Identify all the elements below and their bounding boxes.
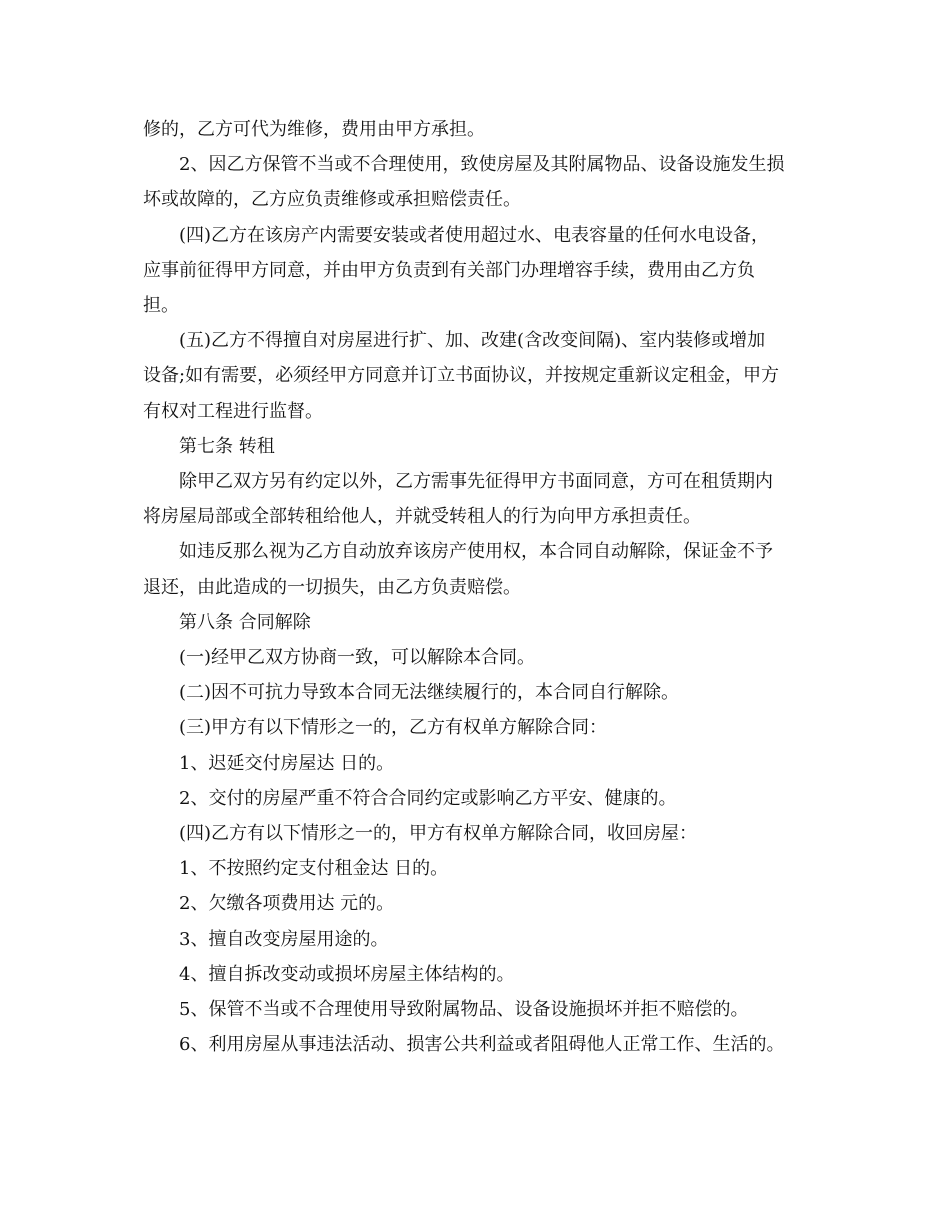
- paragraph-2-line-1: 应事前征得甲方同意，并由甲方负责到有关部门办理增容手续，费用由乙方负: [143, 259, 755, 281]
- paragraph-12-line-0: 2、交付的房屋严重不符合合同约定或影响乙方平安、健康的。: [179, 787, 677, 809]
- paragraph-14-line-0: 1、不按照约定支付租金达 日的。: [179, 858, 449, 880]
- paragraph-19-line-0: 6、利用房屋从事违法活动、损害公共利益或者阻碍他人正常工作、生活的。: [179, 1034, 785, 1056]
- paragraph-13-line-0: (四)乙方有以下情形之一的，甲方有权单方解除合同，收回房屋：: [179, 823, 698, 845]
- paragraph-11-line-0: 1、迟延交付房屋达 日的。: [179, 752, 395, 774]
- paragraph-2-line-2: 担。: [143, 295, 179, 317]
- paragraph-3-line-1: 设备;如有需要，必须经甲方同意并订立书面协议，并按规定重新议定租金，甲方: [143, 365, 780, 387]
- paragraph-3-line-2: 有权对工程进行监督。: [143, 400, 323, 422]
- paragraph-5-line-0: 除甲乙双方另有约定以外，乙方需事先征得甲方书面同意，方可在租赁期内: [179, 471, 773, 493]
- paragraph-6-line-0: 如违反那么视为乙方自动放弃该房产使用权，本合同自动解除，保证金不予: [179, 541, 773, 563]
- paragraph-2-line-0: (四)乙方在该房产内需要安装或者使用超过水、电表容量的任何水电设备，: [179, 224, 770, 246]
- paragraph-7-line-0: 第八条 合同解除: [179, 611, 311, 633]
- paragraph-1-line-0: 2、因乙方保管不当或不合理使用，致使房屋及其附属物品、设备设施发生损: [179, 154, 785, 176]
- paragraph-5-line-1: 将房屋局部或全部转租给他人，并就受转租人的行为向甲方承担责任。: [143, 506, 701, 528]
- paragraph-15-line-0: 2、欠缴各项费用达 元的。: [179, 893, 395, 915]
- paragraph-1-line-1: 坏或故障的，乙方应负责维修或承担赔偿责任。: [143, 189, 521, 211]
- paragraph-0-line-0: 修的，乙方可代为维修，费用由甲方承担。: [143, 119, 485, 140]
- paragraph-4-line-0: 第七条 转租: [179, 435, 275, 457]
- paragraph-3-line-0: (五)乙方不得擅自对房屋进行扩、加、改建(含改变间隔)、室内装修或增加: [179, 330, 766, 352]
- paragraph-9-line-0: (二)因不可抗力导致本合同无法继续履行的，本合同自行解除。: [179, 682, 680, 704]
- paragraph-10-line-0: (三)甲方有以下情形之一的，乙方有权单方解除合同：: [179, 717, 608, 739]
- paragraph-17-line-0: 4、擅自拆改变动或损坏房屋主体结构的。: [179, 963, 515, 985]
- document-body: [143, 112, 809, 1062]
- paragraph-8-line-0: (一)经甲乙双方协商一致，可以解除本合同。: [179, 647, 536, 669]
- paragraph-16-line-0: 3、擅自改变房屋用途的。: [179, 928, 389, 950]
- paragraph-6-line-1: 退还，由此造成的一切损失，由乙方负责赔偿。: [143, 576, 521, 598]
- paragraph-18-line-0: 5、保管不当或不合理使用导致附属物品、设备设施损坏并拒不赔偿的。: [179, 999, 749, 1021]
